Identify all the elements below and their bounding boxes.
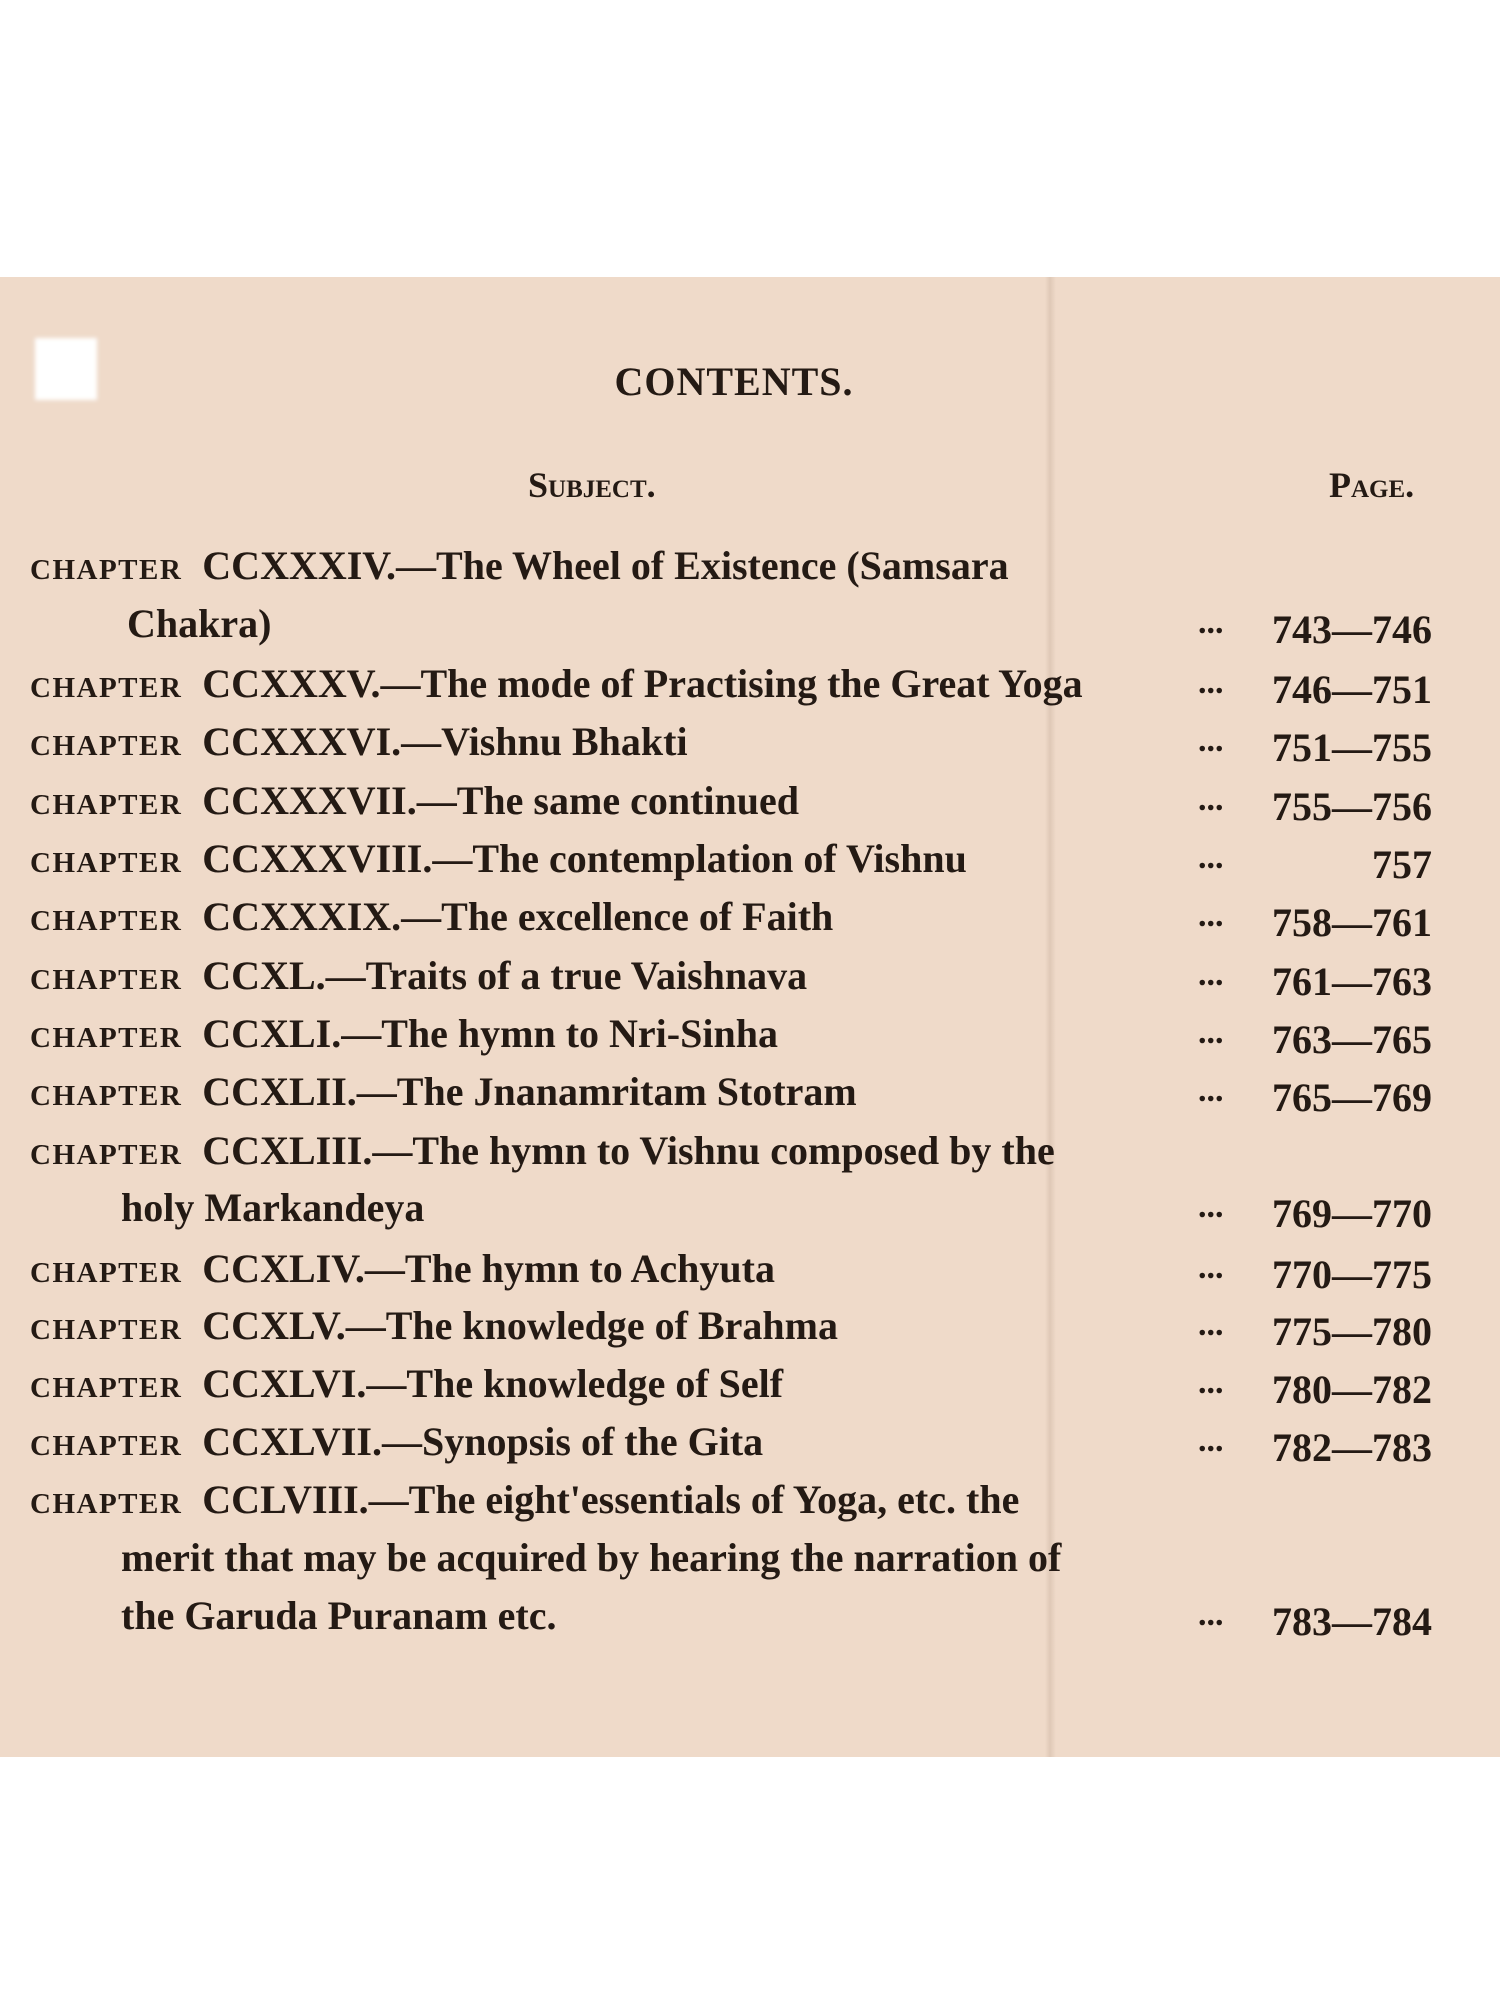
chapter-label: CHAPTER [30,1080,183,1112]
chapter-text: holy Markandeya [121,1185,425,1230]
chapter-label: CHAPTER [30,1430,183,1462]
leader-dots: ... [1198,664,1224,701]
chapter-entry-continuation [121,1182,424,1234]
chapter-entry-title [30,1416,763,1472]
page-range: 765—769 [1272,1075,1432,1120]
chapter-entry-title [30,716,688,772]
chapter-entry-title [30,540,1009,596]
chapter-entry-title [30,658,1083,714]
leader-dots: ... [1198,839,1224,876]
leader-dots: ... [1198,897,1224,934]
chapter-label: CHAPTER [30,905,183,937]
page-range: 782—783 [1272,1425,1432,1470]
chapter-text: CCXXXVI.—Vishnu Bhakti [202,719,688,764]
page-range: 757 [1372,842,1432,887]
chapter-entry-title [30,1300,838,1356]
chapter-entry-title [30,950,807,1006]
page-range: 775—780 [1272,1309,1432,1354]
page-column-header: Page. [1329,465,1415,505]
chapter-entry-title [30,1125,1055,1181]
leader-dots: ... [1198,1072,1224,1109]
chapter-label: CHAPTER [30,1022,183,1054]
subject-column-header: Subject. [528,465,656,505]
leader-dots: ... [1198,604,1224,641]
leader-dots: ... [1198,781,1224,818]
leader-dots: ... [1198,1306,1224,1343]
chapter-text: Chakra) [127,601,272,646]
leader-dots: ... [1198,1364,1224,1401]
chapter-label: CHAPTER [30,1372,183,1404]
chapter-text: CCXLI.—The hymn to Nri-Sinha [202,1011,778,1056]
page-range: 783—784 [1272,1599,1432,1644]
chapter-text: merit that may be acquired by hearing the narration of [121,1535,1062,1580]
chapter-entry-title [30,833,967,889]
page-range: 758—761 [1272,900,1432,945]
chapter-entry-continuation [121,1590,557,1642]
chapter-entry-title [30,1358,783,1414]
chapter-label: CHAPTER [30,847,183,879]
chapter-label: CHAPTER [30,964,183,996]
page-range: 743—746 [1272,607,1432,652]
chapter-entry-title [30,1066,857,1122]
chapter-entry-title [30,775,799,831]
chapter-label: CHAPTER [30,1257,183,1289]
chapter-label: CHAPTER [30,789,183,821]
chapter-label: CHAPTER [30,554,183,586]
chapter-entry-title [30,1243,775,1299]
chapter-label: CHAPTER [30,1488,183,1520]
chapter-text: CCLVIII.—The eight'essentials of Yoga, etc. the [202,1477,1020,1522]
chapter-label: CHAPTER [30,1139,183,1171]
chapter-label: CHAPTER [30,672,183,704]
page-range: 770—775 [1272,1252,1432,1297]
leader-dots: ... [1198,956,1224,993]
chapter-label: CHAPTER [30,1314,183,1346]
chapter-text: CCXXXVII.—The same continued [202,778,799,823]
page-range: 755—756 [1272,784,1432,829]
page-range: 746—751 [1272,667,1432,712]
chapter-entry-continuation [127,598,271,650]
chapter-text: CCXXXIV.—The Wheel of Existence (Samsara [202,543,1009,588]
chapter-entry-title [30,1474,1019,1530]
page-range: 751—755 [1272,725,1432,770]
chapter-text: CCXLII.—The Jnanamritam Stotram [202,1069,857,1114]
chapter-text: CCXLV.—The knowledge of Brahma [202,1303,838,1348]
leader-dots: ... [1198,1249,1224,1286]
chapter-text: CCXLVI.—The knowledge of Self [202,1361,784,1406]
chapter-label: CHAPTER [30,730,183,762]
chapter-entry-title [30,891,833,947]
leader-dots: ... [1198,1596,1224,1633]
chapter-text: CCXXXIX.—The excellence of Faith [202,894,834,939]
page-range: 763—765 [1272,1017,1432,1062]
chapter-text: CCXL.—Traits of a true Vaishnava [202,953,808,998]
page-title: CONTENTS. [614,359,854,404]
page-range: 769—770 [1272,1191,1432,1236]
leader-dots: ... [1198,1188,1224,1225]
chapter-entry-title [30,1008,778,1064]
chapter-text: CCXLIII.—The hymn to Vishnu composed by the [202,1128,1055,1173]
leader-dots: ... [1198,1422,1224,1459]
chapter-text: CCXXXV.—The mode of Practising the Great Yoga [202,661,1083,706]
page-range: 761—763 [1272,959,1432,1004]
chapter-text: the Garuda Puranam etc. [121,1593,557,1638]
chapter-text: CCXXXVIII.—The contemplation of Vishnu [202,836,967,881]
chapter-text: CCXLVII.—Synopsis of the Gita [202,1419,764,1464]
chapter-entry-continuation [121,1532,1061,1584]
chapter-text: CCXLIV.—The hymn to Achyuta [202,1246,775,1291]
leader-dots: ... [1198,722,1224,759]
leader-dots: ... [1198,1014,1224,1051]
page-range: 780—782 [1272,1367,1432,1412]
